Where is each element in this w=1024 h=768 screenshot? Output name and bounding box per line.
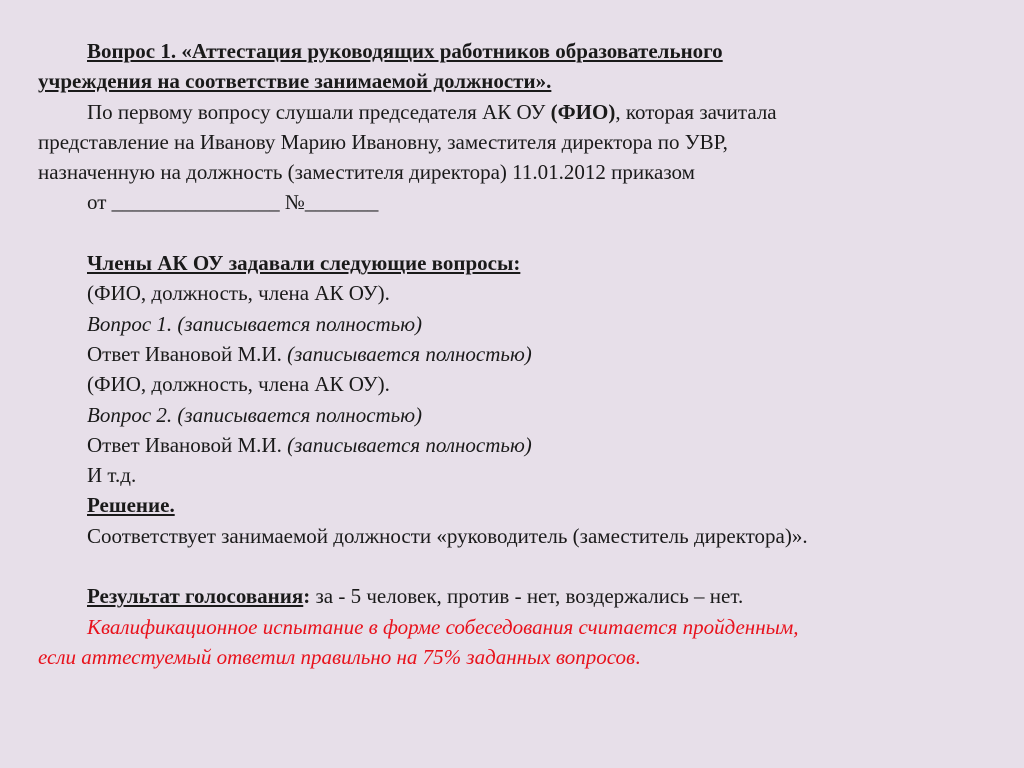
intro-line-2: представление на Иванову Марию Ивановну, заместителя директора по УВР, (38, 129, 728, 154)
spacer (38, 551, 988, 581)
etc-line: И т.д. (87, 463, 137, 488)
qualification-note-text: если аттестуемый ответил правильно на 75% заданных вопросов (38, 644, 636, 669)
vote-label: Результат голосования (87, 584, 304, 609)
decision-heading: Решение. (87, 493, 175, 518)
question-1: Вопрос 1. (записывается полностью) (87, 311, 423, 336)
vote-result: за - 5 человек, против - нет, воздержались – нет. (310, 584, 744, 609)
order-number-line: от ________________ №_______ (87, 190, 379, 215)
answer-1-label: Ответ Ивановой М.И. (87, 341, 288, 366)
question-2: Вопрос 2. (записывается полностью) (87, 402, 423, 427)
members-heading: Члены АК ОУ задавали следующие вопросы: (87, 251, 521, 276)
document-page (38, 36, 988, 672)
vote-colon: : (303, 584, 311, 609)
member-1: (ФИО, должность, члена АК ОУ). (87, 281, 390, 306)
question-heading-line-1: Вопрос 1. «Аттестация руководящих работников образовательного (87, 39, 723, 63)
intro-line-3: назначенную на должность (заместителя директора) 11.01.2012 приказом (38, 160, 695, 185)
chairman-name-placeholder: (ФИО) (550, 99, 616, 124)
intro-text-end: , которая зачитала (615, 99, 777, 124)
answer-2-note: (записывается полностью) (287, 432, 532, 457)
qualification-note-line-2 (38, 642, 988, 672)
spacer (38, 218, 988, 248)
decision-text: Соответствует занимаемой должности «руководитель (заместитель директора)». (87, 523, 808, 548)
qualification-note-line-1: Квалификационное испытание в форме собеседования считается пройденным, (87, 614, 799, 639)
intro-line-1 (38, 97, 988, 127)
question-heading-line-2: учреждения на соответствие занимаемой должности». (38, 69, 552, 94)
intro-text: По первому вопросу слушали председателя АК ОУ (87, 99, 551, 124)
qualification-note-period: . (635, 644, 641, 669)
vote-line (38, 581, 988, 611)
answer-2 (38, 430, 988, 460)
answer-1-note: (записывается полностью) (287, 341, 532, 366)
member-2: (ФИО, должность, члена АК ОУ). (87, 372, 390, 397)
answer-1 (38, 339, 988, 369)
answer-2-label: Ответ Ивановой М.И. (87, 432, 288, 457)
